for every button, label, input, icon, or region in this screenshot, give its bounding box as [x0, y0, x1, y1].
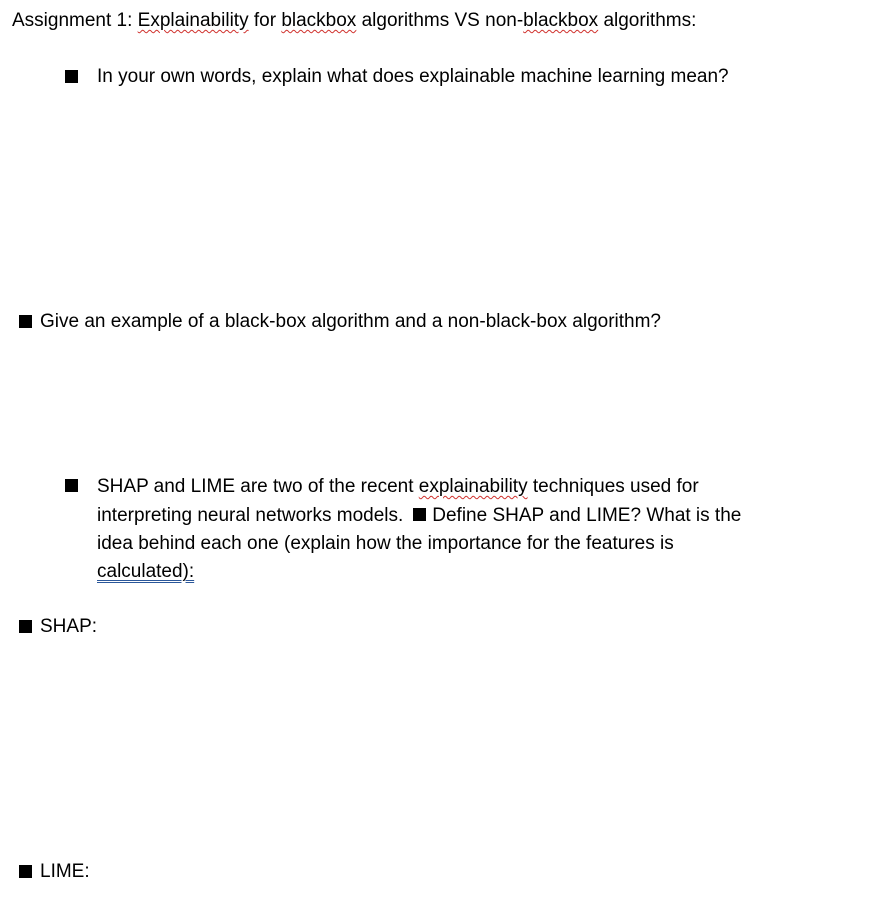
q3-word-explainability: explainability — [418, 476, 528, 497]
bullet-icon — [65, 70, 78, 83]
title-word-explainability: Explainability — [137, 10, 249, 31]
bullet-icon — [19, 315, 32, 328]
q3-line1-start: SHAP and LIME are two of the recent — [97, 476, 419, 497]
q3-line1-end: techniques used for — [527, 476, 699, 497]
question-3-line-4 — [97, 558, 194, 586]
title-suffix: algorithms: — [598, 10, 697, 31]
bullet-icon — [19, 620, 32, 633]
q3-line2-start: interpreting neural networks models. — [97, 505, 404, 526]
question-2-text: Give an example of a black-box algorithm and a non-black-box algorithm? — [40, 311, 661, 332]
shap-label: SHAP: — [40, 616, 98, 637]
question-3-line-3: idea behind each one (explain how the importance for the features is — [97, 533, 674, 554]
question-3-line-1 — [97, 473, 699, 501]
bullet-icon — [65, 479, 78, 492]
bullet-icon — [19, 865, 32, 878]
lime-label: LIME: — [40, 861, 90, 882]
q3-line2-end: Define SHAP and LIME? What is the — [432, 505, 742, 526]
bullet-icon — [413, 508, 426, 521]
question-3-line-2 — [97, 502, 741, 530]
title-word-blackbox: blackbox — [281, 10, 357, 31]
question-1-text: In your own words, explain what does explainable machine learning mean? — [97, 66, 729, 87]
q3-word-calculated: calculated): — [97, 561, 195, 582]
title-word-blackbox-2: blackbox — [523, 10, 599, 31]
title-prefix: Assignment 1: — [12, 10, 138, 31]
assignment-title — [12, 10, 696, 32]
title-mid2: algorithms VS non- — [356, 10, 524, 31]
title-mid1: for — [248, 10, 282, 31]
